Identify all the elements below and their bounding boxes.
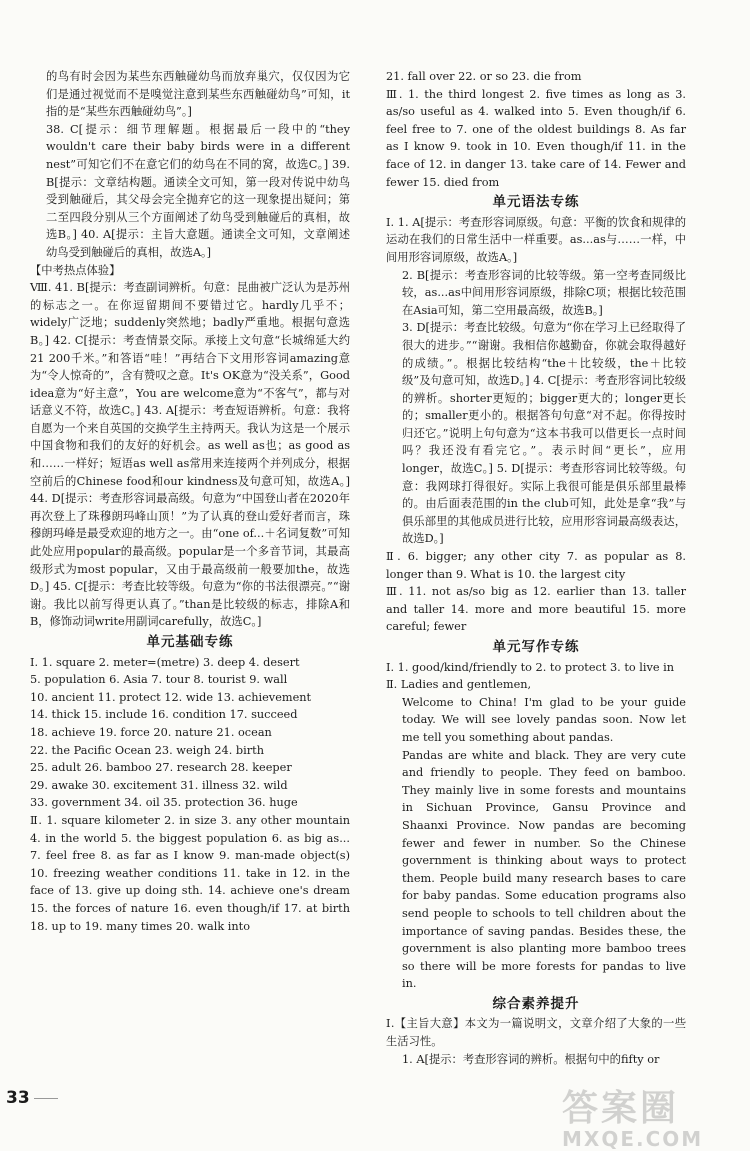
answer-paragraph: 21. fall over 22. or so 23. die from — [386, 70, 582, 83]
answer-paragraph: 14. thick 15. include 16. condition 17. succeed — [30, 708, 298, 722]
answer-paragraph: Ⅱ. Ladies and gentlemen, — [386, 678, 532, 692]
answer-paragraph: Ⅲ. 11. not as/so big as 12. earlier than 13. taller and taller 14. more and more beautiful 15. more careful; fewer — [386, 585, 686, 634]
answer-paragraph: Ⅰ.【主旨大意】本文为一篇说明文，文章介绍了大象的一些生活习性。 — [386, 1017, 686, 1049]
answer-paragraph: Ⅱ. 6. bigger; any other city 7. as popular as 8. longer than 9. What is 10. the largest city — [386, 550, 686, 581]
right-column — [386, 68, 686, 1068]
answer-paragraph: Ⅰ. 1. square 2. meter=(metre) 3. deep 4. desert — [30, 655, 300, 669]
section-heading: 综合素养提升 — [492, 995, 580, 1012]
answer-paragraph: 3. D[提示：考查比较级。句意为“你在学习上已经取得了很大的进步。”“谢谢。我相信你越勤奋，你就会取得越好的成绩。”。根据比较结构“the＋比较级，the＋比较级”及句意可知，故选D。] 4. C[提示：考查形容词比较级的辨析。shorter更短的；bigger更大的；longer更长的；smaller更小的。根据答句句意“对不起。你得按时归还它。”说明上句句意为“这本书我可以借更长一点时间吗？我还没有看完它。”。表示时间“更长”，应用longer，故选C。] 5. D[提示：考查形容词比较等级。句意：我网球打得很好。实际上我很可能是俱乐部里最棒的。由后面表范围的in the club可知，此处是拿“我”与俱乐部里的其他成员进行比较，应用形容词最高级表达，故选D。] — [402, 321, 686, 546]
section-heading: 单元写作专练 — [492, 639, 580, 655]
answer-paragraph: 2. B[提示：考查形容词的比较等级。第一空考查同级比较，as...as中间用形容词原级，排除C项；根据比较范围在Asia可知，第二空用最高级，故选B。] — [402, 268, 686, 317]
answer-paragraph: Ⅰ. 1. A[提示：考查形容词原级。句意：平衡的饮食和规律的运动在我们的日常生活中一样重要。as...as与……一样，中间用形容词原级，故选A。] — [386, 215, 686, 264]
answer-paragraph: Pandas are white and black. They are very cute and friendly to people. They feed on bamboo. They mainly live in some forests and mountains in Sichuan Province, Gansu Province and Shaanxi Province. Now pandas are becoming fewer and fewer in number. So the Chinese government is thinking about ways to protect them. People build many research bases to care for baby pandas. Some education programs also send people to schools to tell children about the importance of saving pandas. Besides these, the government is also planting more bamboo trees so there will be more forests for pandas to live in. — [402, 748, 686, 991]
answer-paragraph: Ⅲ. 1. the third longest 2. five times as long as 3. as/so useful as 4. walked into 5. Even though/if 6. feel free to 7. one of the oldest buildings 8. As far as I know 9. took in 10. Even though/if 11. in the face of 12. in danger 13. take care of 14. Fewer and fewer 15. died from — [386, 87, 686, 189]
answer-paragraph: 的鸟有时会因为某些东西触碰幼鸟而放弃巢穴，仅仅因为它们是通过视觉而不是嗅觉注意到某些东西触碰幼鸟”可知，it指的是“某些东西触碰幼鸟”。] — [46, 70, 350, 119]
answer-paragraph: 25. adult 26. bamboo 27. research 28. keeper — [30, 761, 292, 775]
answer-paragraph: 29. awake 30. excitement 31. illness 32. wild — [30, 778, 288, 792]
answer-paragraph: 【中考热点体验】 — [30, 263, 121, 277]
answer-paragraph: 10. ancient 11. protect 12. wide 13. achievement — [30, 690, 312, 704]
left-column — [30, 68, 350, 935]
section-heading: 单元语法专练 — [492, 194, 580, 211]
watermark-en: MXQE.COM — [562, 1127, 704, 1151]
page-number-rule — [34, 1098, 58, 1099]
page-number-text: 33 — [6, 1088, 30, 1108]
page-number — [6, 1088, 58, 1108]
watermark-cn: 答案圈 — [562, 1088, 680, 1129]
answer-paragraph: Ⅱ. 1. square kilometer 2. in size 3. any other mountain 4. in the world 5. the biggest population 6. as big as... 7. feel free 8. as far as I know 9. man-made object(s) 10. freezing weather conditions 11. take in 12. in the face of 13. give up doing sth. 14. achieve one's dream 15. the forces of nature 16. even though/if 17. at birth 18. up to 19. many times 20. walk into — [30, 813, 350, 933]
answer-paragraph: 5. population 6. Asia 7. tour 8. tourist 9. wall — [30, 673, 288, 687]
answer-paragraph: Ⅷ. 41. B[提示：考查副词辨析。句意：昆曲被广泛认为是苏州的标志之一。在你逗留期间不要错过它。hardly几乎不；widely广泛地；suddenly突然地；badly严重地。根据句意选B。] 42. C[提示：考查情景交际。承接上文句意“长城绵延大约21 200千米。”和答语“哇！”再结合下文用形容词amazing意为“令人惊奇的”，含有赞叹之意。It's OK意为“没关系”，Good idea意为“好主意”，You are welcome意为“不客气”，都与对话意义不符，故选C。] 43. A[提示：考查短语辨析。句意：我将自愿为一个来自英国的交换学生主持两天。我认为这是一个展示中国食物和我们的友好的好机会。as well as也；as good as和……一样好；短语as well as常用来连接两个并列成分，根据空前后的Chinese food和our kindness及句意可知，故选A。] 44. D[提示：考查形容词最高级。句意为“中国登山者在2020年再次登上了珠穆朗玛峰山顶！”为了认真的登山爱好者而言，珠穆朗玛峰是最受欢迎的地方之一。由“one of...＋名词复数”可知此处应用popular的最高级。popular是一个多音节词，其最高级形式为most popular，又由于最高级前一般要加the，故选D。] 45. C[提示：考查比较等级。句意为“你的书法很漂亮。”“谢谢。我比以前写得更认真了。”than是比较级的标志，排除A和B，修饰动词write用副词carefully，故选C。] — [30, 281, 350, 629]
answer-paragraph: Ⅰ. 1. good/kind/friendly to 2. to protect 3. to live in — [386, 660, 675, 674]
answer-paragraph: 18. achieve 19. force 20. nature 21. ocean — [30, 725, 272, 739]
watermark-logo — [562, 1080, 722, 1151]
answer-paragraph: 22. the Pacific Ocean 23. weigh 24. birth — [30, 743, 264, 757]
answer-paragraph: 1. A[提示：考查形容词的辨析。根据句中的fifty or — [402, 1052, 660, 1066]
answer-paragraph: 33. government 34. oil 35. protection 36. huge — [30, 796, 298, 810]
answer-paragraph: Welcome to China! I'm glad to be your guide today. We will see lovely pandas soon. Now let me tell you something about pandas. — [402, 695, 686, 744]
section-heading: 单元基础专练 — [146, 634, 234, 650]
answer-paragraph: 38. C[提示：细节理解题。根据最后一段中的“they wouldn't care their baby birds were in a different nest”可知它们不在意它们的幼鸟在不同的窝，故选C。] 39. B[提示：文章结构题。通读全文可知，第一段对传说中幼鸟受到触碰后，其父母会完全抛弃它的这一现象提出疑问；第二至四段分别从三个方面阐述了幼鸟受到触碰后的真相，故选B。] 40. A[提示：主旨大意题。通读全文可知，文章阐述幼鸟受到触碰后的真相，故选A。] — [46, 122, 350, 259]
